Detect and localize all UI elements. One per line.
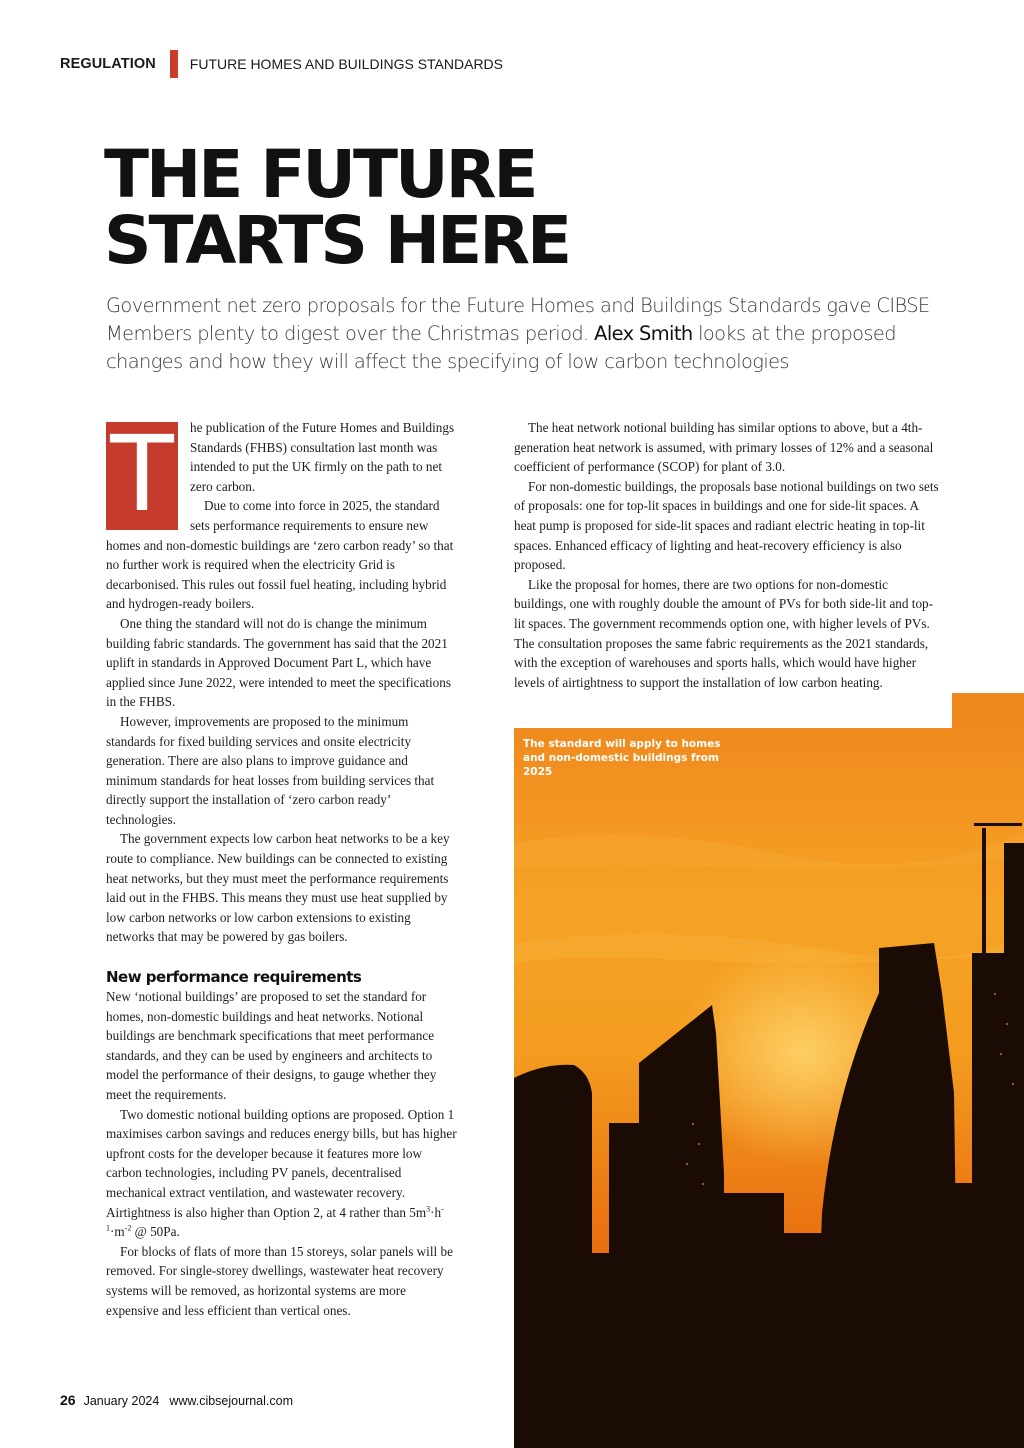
page-footer: [60, 1392, 293, 1408]
issue-date: January 2024: [83, 1394, 160, 1408]
body-paragraph: The heat network notional building has similar options to above, but a 4th-generation heat network is assumed, with primary losses of 12% and a seasonal coefficient of performance (SCOP) for plant of 3.0.: [514, 420, 934, 475]
body-paragraph: [106, 1105, 458, 1242]
p7-text: Two domestic notional building options are proposed. Option 1 maximises carbon savings and reduces energy bills, but has higher upfront costs for the developer because it features more low carbon technologies, including PV panels, decentralised mechanical extract ventilation, and wastewater recovery. Airtightness is also higher than Option 2, at 4 rather than 5m: [106, 1106, 457, 1220]
section-subtitle: FUTURE HOMES AND BUILDINGS STANDARDS: [189, 56, 504, 72]
journal-url[interactable]: www.cibsejournal.com: [169, 1394, 294, 1408]
headline-line-1: THE FUTURE: [104, 136, 536, 213]
p7-text: ·m: [110, 1224, 125, 1240]
section-label: REGULATION: [60, 56, 156, 72]
headline-line-2: STARTS HERE: [104, 202, 570, 279]
section-divider: [170, 50, 178, 78]
standfirst-text-after: looks at the proposed changes and how they will affect the specifying of low carbon technologies: [106, 322, 896, 373]
author-name: Alex Smith: [594, 322, 693, 345]
body-paragraph: he publication of the Future Homes and Buildings Standards (FHBS) consultation last month was intended to put the UK firmly on the path to net zero carbon.: [190, 420, 455, 494]
body-paragraph: The government expects low carbon heat networks to be a key route to compliance. New buildings can be connected to existing heat networks, but they must meet the performance requirements laid out in the FHBS. This means they must use heat supplied by low carbon networks or low carbon extensions to existing networks that may be powered by gas boilers.: [106, 831, 450, 945]
body-paragraph: However, improvements are proposed to the minimum standards for fixed building services and onsite electricity generation. There are also plans to improve guidance and minimum standards for heat losses from building services that directly support the installation of ‘zero carbon ready’ technologies.: [106, 713, 435, 827]
body-paragraph: One thing the standard will not do is change the minimum building fabric standards. The government has said that the 2021 uplift in standards in Approved Document Part L, which have applied since June 2022, were intended to meet the specifications in the FHBS.: [106, 615, 451, 710]
skyline-photo: [514, 693, 1024, 1448]
photo-caption: The standard will apply to homes and non-domestic buildings from 2025: [523, 738, 721, 778]
body-paragraph: New ‘notional buildings’ are proposed to set the standard for homes, non-domestic buildings and heat networks. Notional buildings are benchmark specifications that meet performance standards, and they can be used by engineers and architects to model the performance of their designs, to gauge whether they meet the requirements.: [106, 989, 437, 1102]
body-paragraph: For non-domestic buildings, the proposals base notional buildings on two sets of proposals: one for top-lit spaces in buildings and one for side-lit spaces. A heat pump is proposed for side-lit spaces and radiant electric heating in top-lit spaces. Enhanced efficacy of lighting and heat-recovery efficiency is also proposed.: [514, 478, 939, 573]
section-header: [60, 50, 503, 78]
standfirst: [106, 292, 936, 376]
drop-cap: T: [106, 422, 178, 530]
right-column: [514, 418, 940, 692]
standfirst-text-before: Government net zero proposals for the Future Homes and Buildings Standards gave CIBSE Members plenty to digest over the Christmas period.: [106, 294, 930, 345]
body-paragraph: For blocks of flats of more than 15 storeys, solar panels will be removed. For single-storey dwellings, wastewater heat recovery systems will be removed, as horizontal systems are more expensive and less efficient than vertical ones.: [106, 1243, 453, 1318]
superscript: -1: [106, 1204, 444, 1233]
subheading: New performance requirements: [106, 968, 362, 987]
p7-text: ·h: [430, 1204, 442, 1220]
p7-text: @ 50Pa.: [131, 1224, 180, 1240]
body-paragraph: Like the proposal for homes, there are two options for non-domestic buildings, one with roughly double the amount of PVs for both side-lit and top-lit spaces. The government recommends option one, with higher levels of PVs. The consultation proposes the same fabric requirements as the 2021 standards, with the exception of warehouses and sports halls, which would have higher levels of airtightness to support the installation of low carbon heating.: [514, 576, 934, 690]
headline: [104, 136, 804, 279]
superscript: -2: [124, 1223, 132, 1233]
page-number: 26: [60, 1392, 76, 1408]
skyline-illustration: [514, 693, 1024, 1448]
body-paragraph: Due to come into force in 2025, the standard sets performance requirements to ensure new homes and non-domestic buildings are ‘zero carbon ready’ so that no further work is required when the electricity Grid is decarbonised. This rules out fossil fuel heating, including hybrid and hydrogen-ready boilers.: [106, 498, 454, 612]
superscript: 3: [426, 1204, 431, 1214]
left-column: [106, 413, 458, 1320]
